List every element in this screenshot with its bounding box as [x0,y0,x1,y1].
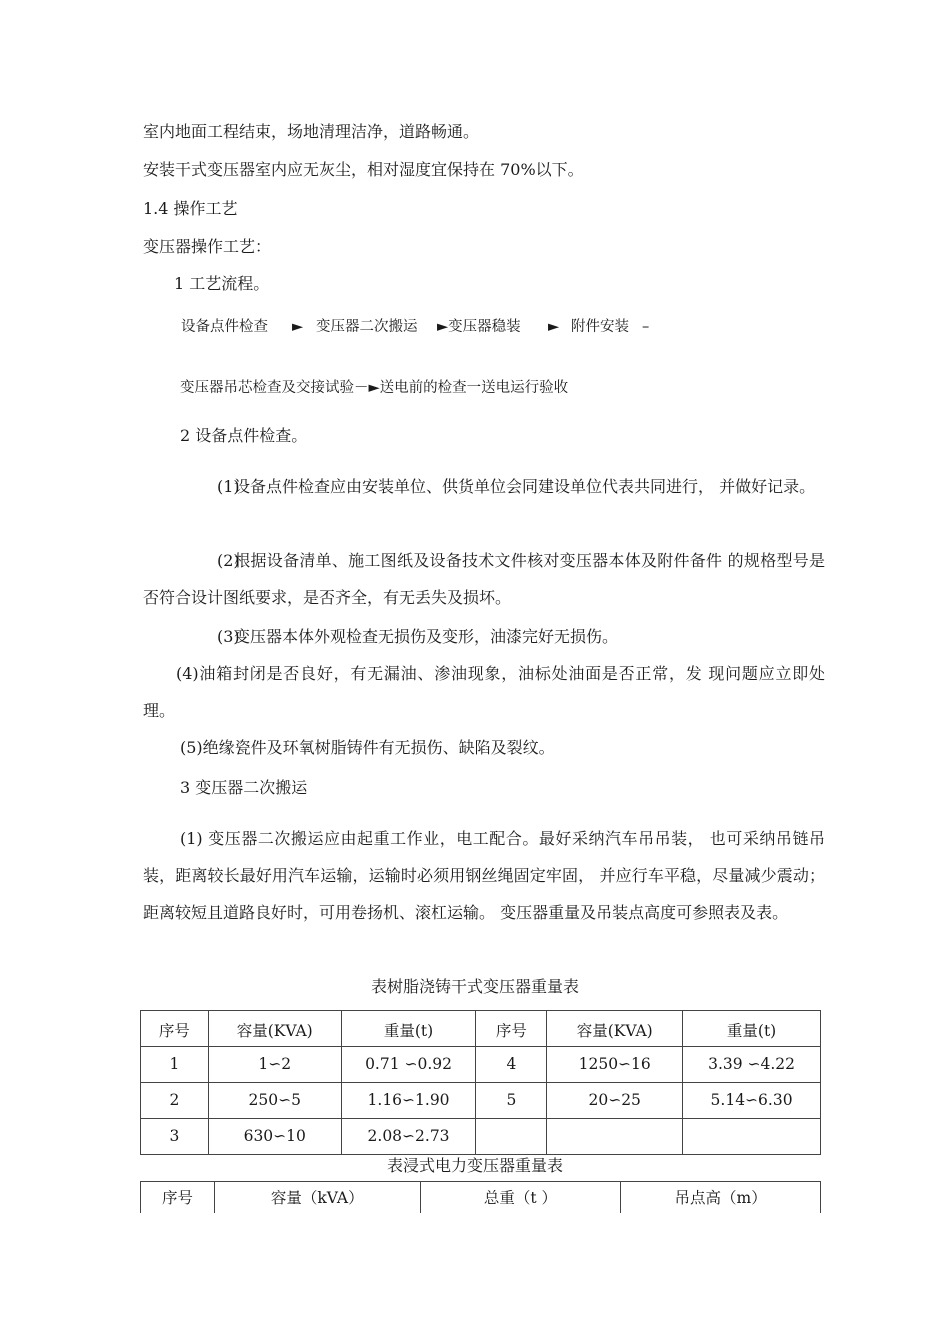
flow-step-transport: 变压器二次搬运 [316,319,418,335]
step3-item-1: (1) 变压器二次搬运应由起重工作业，电工配合。最好采纳汽车吊吊装， 也可采纳吊链吊装，距离较长最好用汽车运输，运输时必须用钢丝绳固定牢固， 并应行车平稳，尽量减少震动；距离较短且道路良好时，可用卷扬机、滚杠运输。 变压器重量及吊装点高度可参照表及表。 [143,829,825,922]
flow-row-1 [0,317,950,339]
step1-title: 1 工艺流程。 [174,274,270,293]
table-cell: 2 [141,1083,209,1119]
header-index: 序号 [141,1011,209,1047]
step2-item-2 [143,542,825,616]
item-number: (3) [217,627,240,646]
header-total-weight: 总重（t ） [420,1182,621,1214]
item-number: (1) [217,477,240,496]
table-row [141,1083,821,1119]
step2-item-3 [143,618,825,655]
weight-table-dry [140,1010,821,1155]
table-cell [476,1119,547,1155]
table-cell: 250∽5 [208,1083,341,1119]
table-cell: 3 [141,1119,209,1155]
header-capacity: 容量(KVA) [547,1011,683,1047]
step3-title: 3 变压器二次搬运 [180,778,308,797]
subheading: 变压器操作工艺： [143,237,272,256]
table-cell: 0.71 ∽0.92 [341,1047,476,1083]
intro-line-1: 室内地面工程结束，场地清理洁净，道路畅通。 [143,122,480,141]
table-cell: 5 [476,1083,547,1119]
header-weight: 重量(t) [683,1011,821,1047]
table1-caption: 表树脂浇铸干式变压器重量表 [370,977,579,996]
header-capacity: 容量(KVA) [208,1011,341,1047]
table-header-row [141,1182,821,1214]
header-index: 序号 [476,1011,547,1047]
table-cell: 5.14∽6.30 [683,1083,821,1119]
table-cell: 1 [141,1047,209,1083]
table-cell [683,1119,821,1155]
header-weight: 重量(t) [341,1011,476,1047]
flow-row-2: 变压器吊芯检查及交接试验－►送电前的检查一送电运行验收 [180,380,569,396]
item-number: (2) [217,551,240,570]
table-cell: 20∽25 [547,1083,683,1119]
flow-step-accessories: 附件安装 [571,319,629,335]
table-cell: 1250∽16 [547,1047,683,1083]
table2-caption: 表浸式电力变压器重量表 [386,1156,563,1175]
table-cell: 3.39 ∽4.22 [683,1047,821,1083]
table-cell: 4 [476,1047,547,1083]
flow-arrow-icon: ► [292,319,304,335]
table-header-row [141,1011,821,1047]
table-row [141,1119,821,1155]
intro-line-2: 安装干式变压器室内应无灰尘，相对湿度宜保持在 70%以下。 [143,160,584,179]
table-cell: 1.16∽1.90 [341,1083,476,1119]
step2-item-1 [143,468,825,505]
table-cell: 2.08∽2.73 [341,1119,476,1155]
step2-item-4: (4)油箱封闭是否良好，有无漏油、渗油现象，油标处油面是否正常，发 现问题应立即处理。 [143,664,825,720]
step2-item-5: (5)绝缘瓷件及环氧树脂铸件有无损伤、缺陷及裂纹。 [180,738,555,757]
item-text: 变压器本体外观检查无损伤及变形，油漆完好无损伤。 [234,627,619,646]
header-lift-height: 吊点高（m） [621,1182,821,1214]
weight-table-oil [140,1181,821,1213]
header-index: 序号 [141,1182,215,1214]
header-capacity: 容量（kVA） [214,1182,420,1214]
item-text: 设备点件检查应由安装单位、供货单位会同建设单位代表共同进行， 并做好记录。 [234,477,816,496]
table-cell [547,1119,683,1155]
flow-step-install: ►变压器稳装 [437,319,521,335]
step2-title: 2 设备点件检查。 [180,426,308,445]
table-row [141,1047,821,1083]
table-cell: 1∽2 [208,1047,341,1083]
section-heading: 1.4 操作工艺 [143,199,238,218]
table-cell: 630∽10 [208,1119,341,1155]
item-text: 根据设备清单、施工图纸及设备技术文件核对变压器本体及附件备件 的规格型号是否符合设计图纸要求，是否齐全，有无丢失及损坏。 [143,551,825,607]
flow-arrow-icon: ► [548,319,560,335]
flow-step-inspection: 设备点件检查 [181,319,268,335]
flow-dash: – [642,319,650,335]
